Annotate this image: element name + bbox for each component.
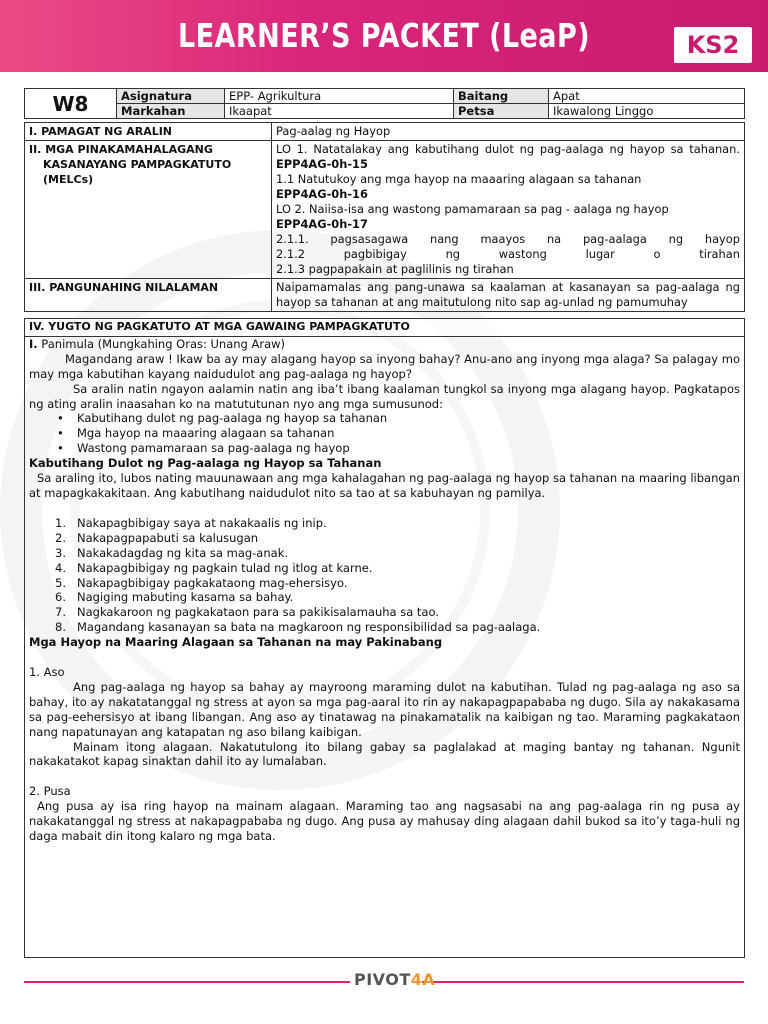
nilalaman-value: Naipamamalas ang pang-unawa sa kaalaman at kasanayan sa pag-aalaga ng hayop sa tahanan at ang maitutulong nito sap ag-unlad ng pamumuhay bbox=[272, 279, 745, 312]
list-item bbox=[55, 546, 740, 561]
section-heading: IV. YUGTO NG PAGKATUTO AT MGA GAWAING PAMPAGKATUTO bbox=[25, 319, 744, 337]
lo212-word: tirahan bbox=[699, 247, 740, 261]
petsa-value: Ikawalong Linggo bbox=[549, 104, 745, 119]
melcs-label-line3: (MELCs) bbox=[43, 173, 94, 186]
lo211-word: ng bbox=[668, 232, 684, 246]
lo2-text: LO 2. Naiisa-isa ang wastong pamamaraan sa pag - aalaga ng hayop bbox=[276, 202, 669, 216]
benefits-paragraph: Sa araling ito, lubos nating mauunawaan ang mga kahalagahan ng pag-aalaga ng hayop sa tahanan na maaring libangan at mapagkakakitaan. Ang kabutihang naidudulot nito sa tao at sa kabuhayan ng pamilya. bbox=[29, 471, 740, 500]
intro-number: I. bbox=[29, 336, 38, 351]
list-number: 1. bbox=[55, 515, 66, 530]
lo212-line bbox=[276, 247, 740, 262]
list-item bbox=[55, 590, 740, 605]
list-text: Nakapagbibigay pagkakataong mag-ehersisyo. bbox=[77, 575, 348, 590]
lo212-word: pagbibigay bbox=[343, 247, 407, 261]
lo211-word: pagsasagawa bbox=[330, 232, 409, 246]
lo1-code: EPP4AG-0h-15 bbox=[276, 157, 368, 171]
list-number: 6. bbox=[55, 590, 66, 605]
asignatura-label: Asignatura bbox=[117, 89, 225, 104]
benefits-heading: Kabutihang Dulot ng Pag-aalaga ng Hayop sa Tahanan bbox=[29, 456, 382, 471]
section-body bbox=[25, 337, 744, 844]
footer-line-left bbox=[24, 981, 350, 983]
list-number: 3. bbox=[55, 545, 66, 560]
pivot-logo-text: PIVOT bbox=[354, 970, 411, 989]
footer-line-right bbox=[422, 981, 744, 983]
list-text: Nakapagbibigay saya at nakakaalis ng inip. bbox=[77, 515, 327, 530]
pivot-logo-accent: 4A bbox=[410, 970, 436, 989]
list-number: 8. bbox=[55, 620, 66, 635]
list-item bbox=[55, 561, 740, 576]
benefits-list bbox=[29, 516, 740, 635]
subject-info-table bbox=[24, 88, 745, 119]
pusa-paragraph: Ang pusa ay isa ring hayop na mainam alagaan. Maraming tao ang nagsasabi na ang pag-aalaga rin ng pusa ay nakakatanggal ng stress at nakapagpababa ng dugo. Ang pusa ay mahusay ding alagaan dahil bukod sa ito’y taga-huli ng daga mabait din itong kalaro ng mga bata. bbox=[29, 799, 740, 844]
lo212-word: wastong bbox=[498, 247, 547, 261]
list-text: Magandang kasanayan sa bata na magkaroon ng responsibilidad sa pag-aalaga. bbox=[77, 620, 541, 635]
lo11-code: EPP4AG-0h-16 bbox=[276, 187, 368, 201]
week-label: W8 bbox=[25, 89, 117, 119]
melcs-label-line2: KASANAYANG PAMPAGKATUTO bbox=[43, 158, 232, 171]
lo213-text: 2.1.3 pagpapakain at paglilinis ng tirahan bbox=[276, 262, 514, 276]
markahan-value: Ikaapat bbox=[225, 104, 454, 119]
lo212-word: 2.1.2 bbox=[276, 247, 305, 261]
list-number: 7. bbox=[55, 605, 66, 620]
list-text: Nakapagbibigay ng pagkain tulad ng itlog at karne. bbox=[77, 560, 373, 575]
list-item: • Wastong pamamaraan sa pag-aalaga ng hayop bbox=[57, 441, 740, 456]
lo11-text: 1.1 Natutukoy ang mga hayop na maaaring alagaan sa tahanan bbox=[276, 172, 642, 186]
pusa-heading: 2. Pusa bbox=[29, 784, 71, 799]
list-number: 2. bbox=[55, 530, 66, 545]
aso-paragraph-1: Ang pag-aalaga ng hayop sa bahay ay mayroong maraming dulot na kabutihan. Tulad ng pag-aalaga ng aso sa bahay, ito ay nakatatanggal ng stress at ayon sa mga pag-aaral ito rin ay nakapagpapababa ng dugo. Sila ay nakakasama sa pag-eehersisyo at ibang libangan. Ang aso ay tinatawag na pinakamatalik na kaibigan ng tao. Maraming pagkakataon nang napatunayan ang katapatan ng aso bilang kaibigan. bbox=[29, 679, 740, 739]
pamagat-value: Pag-aalag ng Hayop bbox=[272, 123, 745, 141]
list-text: Nakapagpapabuti sa kalusugan bbox=[77, 530, 259, 545]
list-text: Nakakadagdag ng kita sa mag-anak. bbox=[77, 545, 289, 560]
lo211-word: pag-aalaga bbox=[582, 232, 647, 246]
petsa-label: Petsa bbox=[454, 104, 549, 119]
list-item: • Mga hayop na maaaring alagaan sa tahanan bbox=[57, 426, 740, 441]
lo2-code: EPP4AG-0h-17 bbox=[276, 217, 368, 231]
lesson-info-table bbox=[24, 122, 745, 312]
animals-heading: Mga Hayop na Maaring Alagaan sa Tahanan na may Pakinabang bbox=[29, 635, 443, 650]
list-item bbox=[55, 576, 740, 591]
aso-heading: 1. Aso bbox=[29, 665, 65, 680]
list-item bbox=[55, 531, 740, 546]
list-text: Nagiging mabuting kasama sa bahay. bbox=[77, 590, 294, 605]
list-number: 4. bbox=[55, 560, 66, 575]
melcs-content bbox=[272, 141, 745, 279]
list-item bbox=[55, 620, 740, 635]
lo211-word: na bbox=[546, 232, 562, 246]
objectives-list bbox=[29, 411, 740, 456]
list-item: • Kabutihang dulot ng pag-aalaga ng hayop sa tahanan bbox=[57, 411, 740, 426]
lo211-word: nang bbox=[429, 232, 459, 246]
baitang-value: Apat bbox=[549, 89, 745, 104]
nilalaman-label: III. PANGUNAHING NILALAMAN bbox=[25, 279, 272, 312]
melcs-label bbox=[25, 141, 272, 279]
pivot-logo bbox=[354, 970, 436, 994]
aso-paragraph-2: Mainam itong alagaan. Nakatutulong ito bilang gabay sa paglalakad at maging bantay ng tahanan. Ngunit nakakatakot kapag sinaktan dahil ito ay lumalaban. bbox=[29, 739, 740, 769]
markahan-label: Markahan bbox=[117, 104, 225, 119]
intro-paragraph-2: Sa aralin natin ngayon aalamin natin ang iba’t ibang kaalaman tungkol sa inyong mga alagang hayop. Pagkatapos ng ating aralin inaasahan ko na matututunan nyo ang mga sumusunod: bbox=[29, 381, 740, 411]
pamagat-label: I. PAMAGAT NG ARALIN bbox=[25, 123, 272, 141]
banner-title: LEARNER’S PACKET (LeaP) bbox=[177, 16, 590, 55]
lo211-line bbox=[276, 232, 740, 247]
lo212-word: o bbox=[653, 247, 661, 261]
lo211-word: maayos bbox=[480, 232, 526, 246]
lo211-word: hayop bbox=[704, 232, 740, 246]
asignatura-value: EPP- Agrikultura bbox=[225, 89, 454, 104]
intro-paragraph-1: Magandang araw ! Ikaw ba ay may alagang hayop sa inyong bahay? Anu-ano ang inyong mga alaga? Sa palagay mo may mga kabutihan kayang naidudulot ang pag-aalaga ng hayop? bbox=[29, 351, 740, 381]
list-number: 5. bbox=[55, 575, 66, 590]
lo212-word: lugar bbox=[585, 247, 615, 261]
lo212-word: ng bbox=[445, 247, 461, 261]
intro-title: Panimula (Mungkahing Oras: Unang Araw) bbox=[37, 336, 286, 351]
melcs-label-line1: II. MGA PINAKAMAHALAGANG bbox=[29, 143, 213, 156]
ks2-badge: KS2 bbox=[674, 27, 752, 63]
learning-activities-box bbox=[24, 318, 745, 958]
list-item bbox=[55, 516, 740, 531]
lo211-word: 2.1.1. bbox=[276, 232, 309, 246]
list-text: Nagkakaroon ng pagkakataon para sa pakikisalamauha sa tao. bbox=[77, 605, 439, 620]
intro-heading bbox=[29, 337, 740, 352]
lo1-text: LO 1. Natatalakay ang kabutihang dulot ng pag-aalaga ng hayop sa tahanan. bbox=[276, 142, 740, 156]
baitang-label: Baitang bbox=[454, 89, 549, 104]
list-item bbox=[55, 605, 740, 620]
